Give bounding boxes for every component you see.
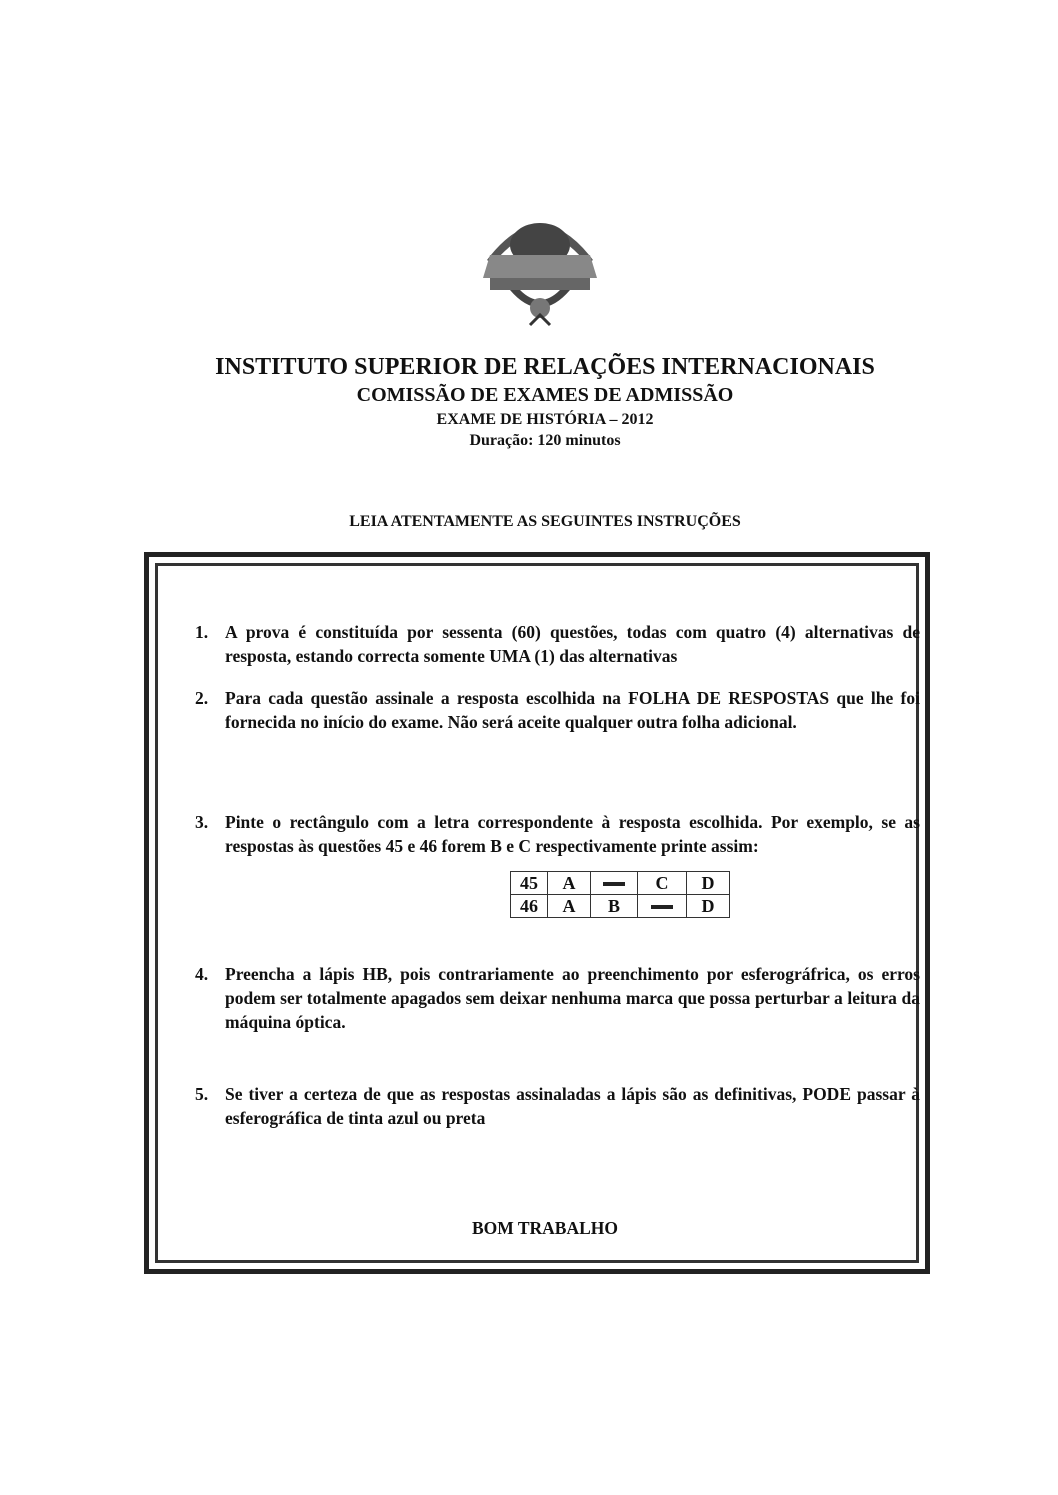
table-row: 45 A C D [511,872,730,895]
exam-title: EXAME DE HISTÓRIA – 2012 [436,411,654,428]
exam-duration: Duração: 120 minutos [469,432,621,449]
filled-mark [651,905,673,909]
table-row: 46 A B D [511,895,730,918]
closing-text: BOM TRABALHO [471,1218,618,1238]
instructions-heading: LEIA ATENTAMENTE AS SEGUINTES INSTRUÇÕES [349,513,741,530]
institution-emblem-logo [475,200,605,330]
instruction-item: 3. Pinte o rectângulo com a letra correspondente à resposta escolhida. Por exemplo, se as respostas às questões 45 e 46 forem B e C respectivamente printe assim: [195,812,920,856]
answer-example-table [510,871,730,918]
instruction-item: 4. Preencha a lápis HB, pois contrariamente ao preenchimento por esferográfrica, os erros podem ser totalmente apagados sem deixar nenhuma marca que possa perturbar a leitura da máquina óptica. [195,964,920,1032]
institution-name: INSTITUTO SUPERIOR DE RELAÇÕES INTERNACIONAIS [215,354,875,380]
instruction-item: 5. Se tiver a certeza de que as respostas assinaladas a lápis são as definitivas, PODE passar à esferográfica de tinta azul ou preta [195,1084,920,1128]
commission-name: COMISSÃO DE EXAMES DE ADMISSÃO [356,384,734,406]
instruction-item: 2. Para cada questão assinale a resposta escolhida na FOLHA DE RESPOSTAS que lhe foi fornecida no início do exame. Não será aceite qualquer outra folha adicional. [195,688,920,732]
instruction-item: 1. A prova é constituída por sessenta (60) questões, todas com quatro (4) alternativas de resposta, estando correcta somente UMA (1) das alternativas [195,622,920,666]
filled-mark [603,882,625,886]
